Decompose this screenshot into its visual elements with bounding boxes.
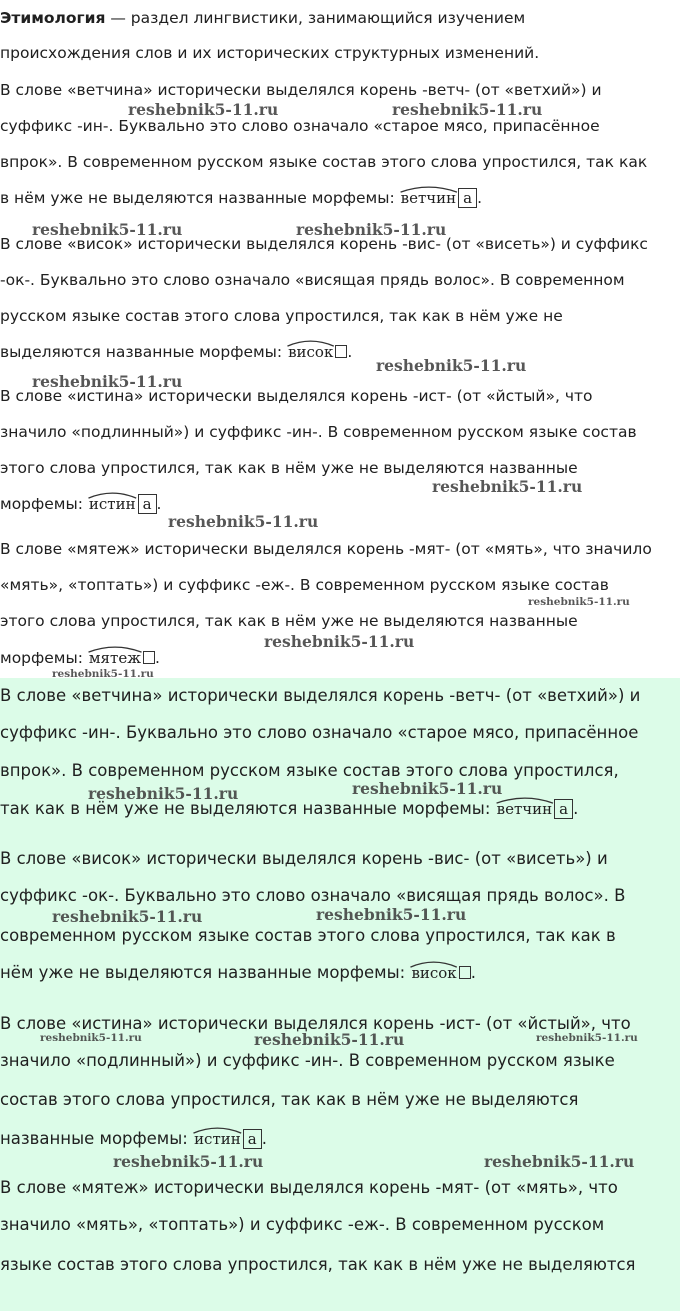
watermark: reshebnik5-11.ru — [168, 512, 319, 531]
text-line: языке состав этого слова упростился, так как в нём уже не выделяются — [0, 1255, 636, 1274]
text-line: происхождения слов и их исторических структурных изменений. — [0, 44, 540, 62]
text-line: впрок». В современном русском языке состав этого слова упростился, — [0, 761, 619, 780]
text-line: морфемы: мятеж . — [0, 640, 160, 676]
watermark: reshebnik5-11.ru — [316, 905, 467, 924]
zero-ending-icon — [459, 966, 471, 979]
root-arc-morpheme: ветчин — [400, 187, 458, 207]
watermark: reshebnik5-11.ru — [254, 1030, 405, 1049]
root-arc-morpheme: висок — [410, 962, 457, 982]
root-arc-icon — [88, 644, 142, 653]
text-line: В слове «мятеж» исторически выделялся корень -мят- (от «мять», что значило — [0, 540, 652, 558]
text-line: значило «мять», «топтать») и суффикс -еж-. В современном русском — [0, 1215, 605, 1234]
text-line: суффикс -ин-. Буквально это слово означало «старое мясо, припасённое — [0, 117, 600, 135]
text-line: Этимология — раздел лингвистики, занимающийся изучением — [0, 9, 526, 27]
text-line: В слове «висок» исторически выделялся корень -вис- (от «висеть») и суффикс — [0, 235, 648, 253]
ending-box: а — [138, 494, 157, 514]
watermark: reshebnik5-11.ru — [32, 372, 183, 391]
root-arc-icon — [193, 1125, 242, 1134]
text-line: в нём уже не выделяются названные морфемы: ветчин а . — [0, 180, 482, 216]
text-line: В слове «ветчина» исторически выделялся корень -ветч- (от «ветхий») и — [0, 686, 641, 705]
text-line: русском языке состав этого слова упростился, так как в нём уже не — [0, 307, 563, 325]
text-line: суффикс -ин-. Буквально это слово означало «старое мясо, припасённое — [0, 723, 639, 742]
watermark: reshebnik5-11.ru — [392, 100, 543, 119]
root-arc-morpheme: ветчин — [496, 798, 554, 818]
text-line: этого слова упростился, так как в нём уже не выделяются названные — [0, 612, 578, 630]
zero-ending-icon — [143, 651, 155, 664]
watermark: reshebnik5-11.ru — [432, 477, 583, 496]
ending-box: а — [458, 188, 477, 208]
root-arc-morpheme: мятеж — [88, 647, 142, 667]
text-line: значило «подлинный») и суффикс -ин-. В современном русском языке состав — [0, 423, 637, 441]
ending-box: а — [554, 799, 573, 819]
text-line: В слове «мятеж» исторически выделялся корень -мят- (от «мять», что — [0, 1178, 618, 1197]
root-arc-icon — [287, 338, 334, 347]
zero-ending-icon — [335, 345, 347, 358]
text-line: современном русском языке состав этого слова упростился, так как в — [0, 926, 616, 945]
root-arc-morpheme: истин — [88, 493, 137, 513]
watermark: reshebnik5-11.ru — [52, 668, 154, 680]
watermark: reshebnik5-11.ru — [296, 220, 447, 239]
watermark: reshebnik5-11.ru — [128, 100, 279, 119]
ending-box: а — [243, 1129, 262, 1149]
text-line: так как в нём уже не выделяются названные морфемы: ветчин а . — [0, 791, 578, 827]
root-arc-icon — [496, 795, 554, 804]
text-line: названные морфемы: истин а . — [0, 1121, 267, 1157]
watermark: reshebnik5-11.ru — [40, 1032, 142, 1044]
root-arc-morpheme: висок — [287, 341, 334, 361]
watermark: reshebnik5-11.ru — [536, 1032, 638, 1044]
text-line: В слове «ветчина» исторически выделялся корень -ветч- (от «ветхий») и — [0, 81, 602, 99]
text-line: -ок-. Буквально это слово означало «висящая прядь волос». В современном — [0, 271, 625, 289]
text-line: впрок». В современном русском языке состав этого слова упростился, так как — [0, 153, 648, 171]
text-line: суффикс -ок-. Буквально это слово означало «висящая прядь волос». В — [0, 886, 626, 905]
text-line: В слове «истина» исторически выделялся корень -ист- (от «йстый», что — [0, 1014, 631, 1033]
watermark: reshebnik5-11.ru — [52, 907, 203, 926]
text-line: выделяются названные морфемы: висок . — [0, 334, 352, 370]
watermark: reshebnik5-11.ru — [88, 784, 239, 803]
watermark: reshebnik5-11.ru — [376, 356, 527, 375]
text-line: морфемы: истин а . — [0, 486, 161, 522]
watermark: reshebnik5-11.ru — [32, 220, 183, 239]
watermark: reshebnik5-11.ru — [113, 1152, 264, 1171]
text-line: значило «подлинный») и суффикс -ин-. В современном русском языке — [0, 1051, 615, 1070]
text-line: «мять», «топтать») и суффикс -еж-. В современном русском языке состав — [0, 576, 609, 594]
text-line: В слове «истина» исторически выделялся корень -ист- (от «йстый», что — [0, 387, 593, 405]
root-arc-icon — [88, 490, 137, 499]
watermark: reshebnik5-11.ru — [264, 632, 415, 651]
root-arc-icon — [400, 184, 458, 193]
watermark: reshebnik5-11.ru — [528, 596, 630, 608]
root-arc-morpheme: истин — [193, 1128, 242, 1148]
text-line: нём уже не выделяются названные морфемы: висок . — [0, 955, 476, 991]
watermark: reshebnik5-11.ru — [352, 779, 503, 798]
text-line: В слове «висок» исторически выделялся корень -вис- (от «висеть») и — [0, 849, 608, 868]
watermark: reshebnik5-11.ru — [484, 1152, 635, 1171]
text-line: этого слова упростился, так как в нём уже не выделяются названные — [0, 459, 578, 477]
root-arc-icon — [410, 959, 457, 968]
term-etymology: Этимология — [0, 9, 106, 27]
text-line: состав этого слова упростился, так как в нём уже не выделяются — [0, 1090, 579, 1109]
